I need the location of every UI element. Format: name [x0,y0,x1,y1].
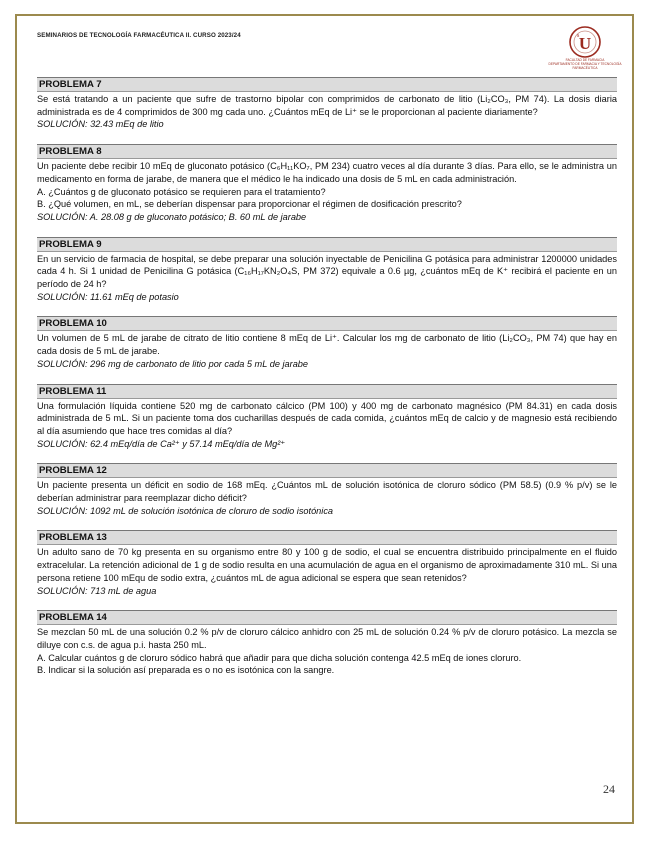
problem-14 [37,610,617,677]
problem-solution: SOLUCIÓN: 296 mg de carbonato de litio por cada 5 mL de jarabe [37,358,309,369]
course-header: SEMINARIOS DE TECNOLOGÍA FARMACÉUTICA II. CURSO 2023/24 [37,32,241,39]
problem-statement: Un adulto sano de 70 kg presenta en su organismo entre 80 y 100 g de sodio, el cual se encuentra distribuido principalmente en el fluido extracelular. La retención adicional de 1 g de sodio resulta en una acumulación de agua en el organismo de aproximadamente 310 mL. Si una persona retiene 100 mEqu de sodio extra, ¿cuántos mL de agua adicional se espera que sean retenidos? [37,547,617,583]
problem-solution: SOLUCIÓN: 11.61 mEq de potasio [37,291,179,302]
problem-question-a: A. Calcular cuántos g de cloruro sódico habrá que añadir para que dicha solución contenga 42.5 mEq de iones cloruro. [37,652,522,663]
problem-12 [37,463,617,517]
svg-text:s: s [577,33,580,39]
problem-statement: En un servicio de farmacia de hospital, se debe preparar una solución inyectable de Penicilina G potásica para administrar 1200000 unidades cada 4 h. Si 1 unidad de Penicilina G potásica (C₁₆H₁₇KN₂O₄S, PM 372) equivale a 0.6 µg, ¿cuántos mEq de K⁺ recibirá el paciente en un período de 24 h? [37,253,617,290]
university-seal-icon [540,24,630,60]
problem-statement: Un paciente presenta un déficit en sodio de 168 mEq. ¿Cuántos mL de solución isotónica de cloruro sódico (PM 58.5) (0.9 % p/v) se le deberían administrar para reemplazar dicho déficit? [37,480,617,504]
problems-list [37,77,617,690]
problem-13 [37,530,617,597]
university-logo [540,24,630,68]
problem-statement: Una formulación líquida contiene 520 mg de carbonato cálcico (PM 100) y 400 mg de carbonato magnésico (PM 84.31) en cada dosis administrada de 5 mL. Si un paciente toma dos cucharillas después de cada comida, ¿cuántos mEq de calcio y de magnesio está recibiendo al día asumiendo que hace tres comidas al día? [37,400,617,436]
problem-solution: SOLUCIÓN: 1092 mL de solución isotónica de cloruro de sodio isotónica [37,505,334,516]
problem-title: PROBLEMA 14 [37,610,617,625]
problem-7 [37,77,617,131]
problem-question-b: B. Indicar si la solución así preparada es o no es isotónica con la sangre. [37,665,335,676]
problem-statement: Se mezclan 50 mL de una solución 0.2 % p/v de cloruro cálcico anhidro con 25 mL de solución 0.24 % p/v de cloruro potásico. La mezcla se diluye con c.s. de agua p.i. hasta 250 mL. [37,627,617,650]
problem-statement: Un paciente debe recibir 10 mEq de gluconato potásico (C₆H₁₁KO₇, PM 234) cuatro veces al día durante 3 días. Para ello, se le administra un medicamento en forma de jarabe, de manera que el médico le ha indicado una dosis de 5 mL en cada administración. [37,161,617,184]
problem-11 [37,384,617,451]
logo-caption: FACULTAD DE FARMACIA DEPARTAMENTO DE FARMACIA Y TECNOLOGÍA FARMACÉUTICA [548,58,622,70]
problem-title: PROBLEMA 9 [37,237,617,252]
problem-question-a: A. ¿Cuántos g de gluconato potásico se requieren para el tratamiento? [37,186,326,197]
problem-solution: SOLUCIÓN: 62.4 mEq/día de Ca²⁺ y 57.14 mEq/día de Mg²⁺ [37,438,286,449]
problem-title: PROBLEMA 13 [37,530,617,545]
problem-solution: SOLUCIÓN: 32.43 mEq de litio [37,119,164,130]
problem-9 [37,237,617,304]
svg-text:U: U [578,34,592,53]
problem-10 [37,316,617,370]
problem-title: PROBLEMA 12 [37,463,617,478]
problem-title: PROBLEMA 7 [37,77,617,92]
problem-solution: SOLUCIÓN: A. 28.08 g de gluconato potásico; B. 60 mL de jarabe [37,211,307,222]
problem-statement: Se está tratando a un paciente que sufre de trastorno bipolar con comprimidos de carbonato de litio (Li₂CO₃, PM 74). La dosis diaria administrada es de 4 comprimidos de 300 mg cada uno. ¿Cuántos mEq de Li⁺ se le proporcionan al paciente diariamente? [37,94,617,117]
problem-title: PROBLEMA 10 [37,316,617,331]
problem-statement: Un volumen de 5 mL de jarabe de citrato de litio contiene 8 mEq de Li⁺. Calcular los mg de carbonato de litio (Li₂CO₃, PM 74) que hay en cada dosis de 5 mL de jarabe. [37,333,617,357]
problem-question-b: B. ¿Qué volumen, en mL, se deberían dispensar para proporcionar el régimen de dosificación prescrito? [37,199,462,210]
problem-title: PROBLEMA 8 [37,144,617,159]
problem-title: PROBLEMA 11 [37,384,617,399]
page-number: 24 [603,782,615,796]
problem-solution: SOLUCIÓN: 713 mL de agua [37,585,157,596]
problem-8 [37,144,617,224]
